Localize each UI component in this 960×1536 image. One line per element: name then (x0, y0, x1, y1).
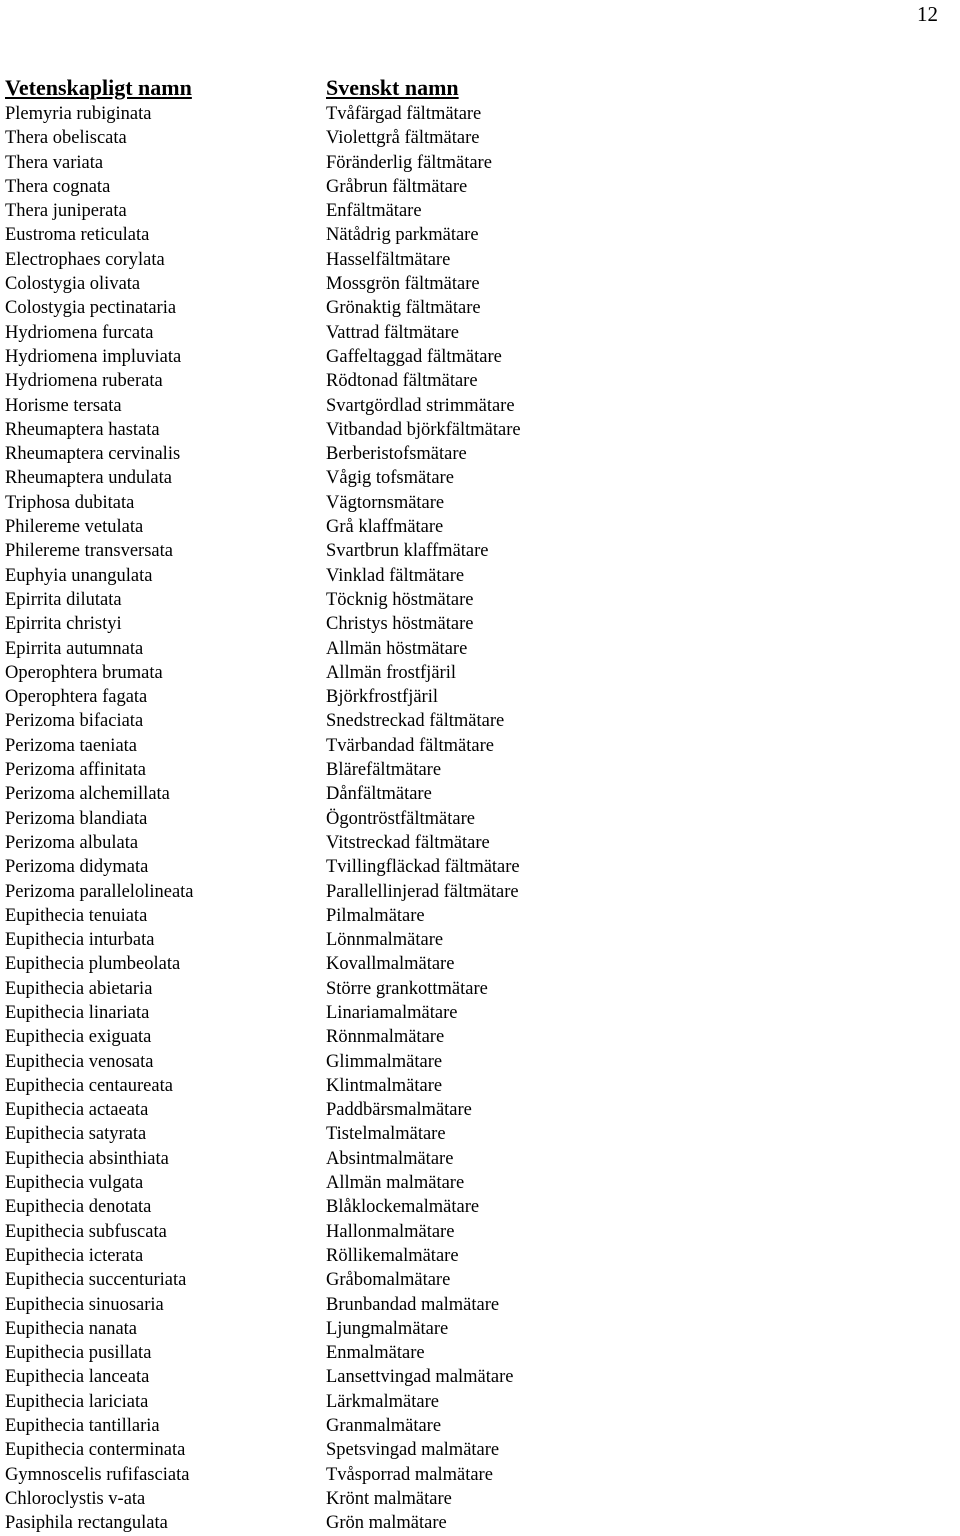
scientific-name-cell: Eupithecia tantillaria (5, 1416, 160, 1437)
swedish-name-cell: Tvåfärgad fältmätare (326, 104, 482, 124)
swedish-name-cell: Vågig tofsmätare (326, 468, 454, 489)
swedish-name-cell: Christys höstmätare (326, 614, 474, 635)
scientific-name-cell: Rheumaptera hastata (5, 419, 160, 440)
swedish-name-cell: Allmän malmätare (326, 1173, 465, 1194)
scientific-name-cell: Perizoma taeniata (5, 735, 138, 756)
swedish-name-cell: Granmalmätare (326, 1416, 442, 1437)
swedish-name-cell: Rönnmalmätare (326, 1027, 445, 1048)
swedish-name-cell: Vägtornsmätare (326, 492, 445, 513)
swedish-name-cell: Allmän frostfjäril (326, 662, 456, 683)
scientific-name-cell: Epirrita christyi (5, 614, 122, 635)
swedish-name-cell: Mossgrön fältmätare (326, 274, 480, 295)
swedish-name-cell: Snedstreckad fältmätare (326, 711, 505, 732)
swedish-name-cell: Klintmalmätare (326, 1075, 443, 1096)
scientific-name-cell: Operophtera brumata (5, 662, 163, 683)
scientific-name-cell: Thera obeliscata (5, 128, 127, 149)
swedish-name-cell: Tistelmalmätare (326, 1124, 446, 1145)
swedish-name-cell: Blärefältmätare (326, 760, 442, 781)
scientific-name-cell: Thera cognata (5, 176, 111, 197)
scientific-name-cell: Euphyia unangulata (5, 565, 153, 586)
swedish-name-cell: Tvärbandad fältmätare (326, 735, 494, 756)
swedish-name-cell: Glimmalmätare (326, 1051, 443, 1072)
swedish-name-cell: Krönt malmätare (326, 1488, 452, 1509)
scientific-name-cell: Plemyria rubiginata (5, 104, 152, 124)
scientific-name-cell: Operophtera fagata (5, 687, 148, 708)
swedish-name-cell: Ljungmalmätare (326, 1318, 449, 1339)
swedish-name-cell: Grönaktig fältmätare (326, 298, 481, 319)
scientific-name-cell: Eupithecia lariciata (5, 1391, 149, 1412)
swedish-name-cell: Föränderlig fältmätare (326, 152, 492, 173)
scientific-name-cell: Perizoma alchemillata (5, 784, 170, 805)
swedish-name-cell: Vinklad fältmätare (326, 565, 465, 586)
scientific-name-cell: Hydriomena furcata (5, 322, 154, 343)
scientific-name-cell: Eupithecia exiguata (5, 1027, 152, 1048)
swedish-name-cell: Rödtonad fältmätare (326, 371, 478, 392)
scientific-name-cell: Eupithecia succenturiata (5, 1270, 187, 1291)
scientific-name-cell: Philereme vetulata (5, 517, 144, 538)
scientific-name-cell: Colostygia olivata (5, 274, 141, 295)
scientific-name-cell: Pasiphila rectangulata (5, 1513, 168, 1534)
scientific-name-cell: Eupithecia inturbata (5, 930, 155, 951)
scientific-name-cell: Perizoma affinitata (5, 760, 146, 781)
scientific-name-cell: Electrophaes corylata (5, 249, 165, 270)
swedish-name-cell: Absintmalmätare (326, 1148, 454, 1169)
swedish-name-column (326, 74, 521, 1536)
swedish-name-list (326, 102, 521, 1536)
scientific-name-cell: Eupithecia lanceata (5, 1367, 150, 1388)
swedish-name-cell: Nätådrig parkmätare (326, 225, 479, 246)
scientific-name-list (5, 102, 194, 1536)
swedish-name-cell: Pilmalmätare (326, 905, 425, 926)
scientific-name-cell: Eupithecia nanata (5, 1318, 138, 1339)
swedish-name-cell: Enfältmätare (326, 201, 422, 222)
scientific-name-cell: Perizoma blandiata (5, 808, 148, 829)
scientific-name-cell: Epirrita dilutata (5, 589, 122, 610)
scientific-name-cell: Chloroclystis v-ata (5, 1488, 146, 1509)
swedish-name-cell: Dånfältmätare (326, 784, 432, 805)
swedish-name-cell: Björkfrostfjäril (326, 687, 439, 708)
scientific-name-cell: Triphosa dubitata (5, 492, 135, 513)
scientific-name-cell: Eupithecia pusillata (5, 1343, 152, 1364)
page-number: 12 (917, 2, 938, 26)
scientific-name-cell: Eupithecia icterata (5, 1245, 144, 1266)
swedish-name-cell: Lärkmalmätare (326, 1391, 439, 1412)
swedish-name-cell: Violettgrå fältmätare (326, 128, 480, 149)
swedish-name-cell: Spetsvingad malmätare (326, 1440, 500, 1461)
swedish-name-cell: Enmalmätare (326, 1343, 425, 1364)
scientific-name-cell: Eupithecia satyrata (5, 1124, 147, 1145)
scientific-name-cell: Eupithecia plumbeolata (5, 954, 181, 975)
scientific-name-cell: Rheumaptera cervinalis (5, 444, 181, 465)
scientific-name-cell: Thera juniperata (5, 201, 127, 222)
scientific-name-cell: Eupithecia linariata (5, 1002, 150, 1023)
swedish-name-cell: Grå klaffmätare (326, 517, 444, 538)
scientific-name-cell: Eupithecia denotata (5, 1197, 152, 1218)
swedish-name-cell: Tvåsporrad malmätare (326, 1464, 493, 1485)
scientific-name-cell: Eupithecia centaureata (5, 1075, 173, 1096)
swedish-name-cell: Lansettvingad malmätare (326, 1367, 514, 1388)
swedish-name-cell: Hallonmalmätare (326, 1221, 455, 1242)
swedish-name-cell: Vitstreckad fältmätare (326, 832, 490, 853)
scientific-name-cell: Eupithecia actaeata (5, 1100, 149, 1121)
scientific-name-cell: Perizoma bifaciata (5, 711, 144, 732)
swedish-name-cell: Paddbärsmalmätare (326, 1100, 472, 1121)
swedish-name-cell: Töcknig höstmätare (326, 589, 474, 610)
scientific-name-cell: Eupithecia venosata (5, 1051, 154, 1072)
scientific-name-cell: Hydriomena ruberata (5, 371, 163, 392)
scientific-name-cell: Epirrita autumnata (5, 638, 144, 659)
scientific-name-header: Vetenskapligt namn (5, 75, 192, 100)
swedish-name-cell: Brunbandad malmätare (326, 1294, 500, 1315)
scientific-name-cell: Eupithecia abietaria (5, 978, 153, 999)
swedish-name-cell: Ögontröstfältmätare (326, 808, 475, 829)
scientific-name-cell: Horisme tersata (5, 395, 122, 416)
scientific-name-cell: Eupithecia vulgata (5, 1173, 144, 1194)
scientific-name-cell: Gymnoscelis rufifasciata (5, 1464, 190, 1485)
scientific-name-cell: Eupithecia tenuiata (5, 905, 148, 926)
swedish-name-cell: Gaffeltaggad fältmätare (326, 346, 502, 367)
swedish-name-cell: Gråbomalmätare (326, 1270, 451, 1291)
swedish-name-cell: Röllikemalmätare (326, 1245, 459, 1266)
swedish-name-cell: Allmän höstmätare (326, 638, 468, 659)
swedish-name-cell: Kovallmalmätare (326, 954, 455, 975)
scientific-name-cell: Perizoma albulata (5, 832, 139, 853)
scientific-name-cell: Rheumaptera undulata (5, 468, 172, 489)
swedish-name-cell: Linariamalmätare (326, 1002, 458, 1023)
swedish-name-cell: Större grankottmätare (326, 978, 488, 999)
scientific-name-cell: Eupithecia conterminata (5, 1440, 186, 1461)
scientific-name-cell: Eupithecia absinthiata (5, 1148, 169, 1169)
swedish-name-cell: Vitbandad björkfältmätare (326, 419, 521, 440)
swedish-name-cell: Svartbrun klaffmätare (326, 541, 489, 562)
scientific-name-cell: Perizoma parallelolineata (5, 881, 194, 902)
swedish-name-cell: Svartgördlad strimmätare (326, 395, 515, 416)
swedish-name-cell: Blåklockemalmätare (326, 1197, 480, 1218)
scientific-name-cell: Eupithecia subfuscata (5, 1221, 167, 1242)
scientific-name-cell: Colostygia pectinataria (5, 298, 177, 319)
scientific-name-cell: Thera variata (5, 152, 104, 173)
scientific-name-cell: Philereme transversata (5, 541, 173, 562)
scientific-name-cell: Eupithecia sinuosaria (5, 1294, 164, 1315)
scientific-name-column (5, 74, 194, 1536)
swedish-name-cell: Tvillingfläckad fältmätare (326, 857, 520, 878)
swedish-name-cell: Gråbrun fältmätare (326, 176, 468, 197)
swedish-name-cell: Parallellinjerad fältmätare (326, 881, 519, 902)
swedish-name-cell: Vattrad fältmätare (326, 322, 460, 343)
scientific-name-cell: Eustroma reticulata (5, 225, 150, 246)
scientific-name-cell: Hydriomena impluviata (5, 346, 182, 367)
swedish-name-cell: Berberistofsmätare (326, 444, 467, 465)
scientific-name-cell: Perizoma didymata (5, 857, 149, 878)
swedish-name-cell: Hasselfältmätare (326, 249, 451, 270)
swedish-name-cell: Grön malmätare (326, 1513, 447, 1534)
swedish-name-header: Svenskt namn (326, 75, 459, 100)
swedish-name-cell: Lönnmalmätare (326, 930, 444, 951)
